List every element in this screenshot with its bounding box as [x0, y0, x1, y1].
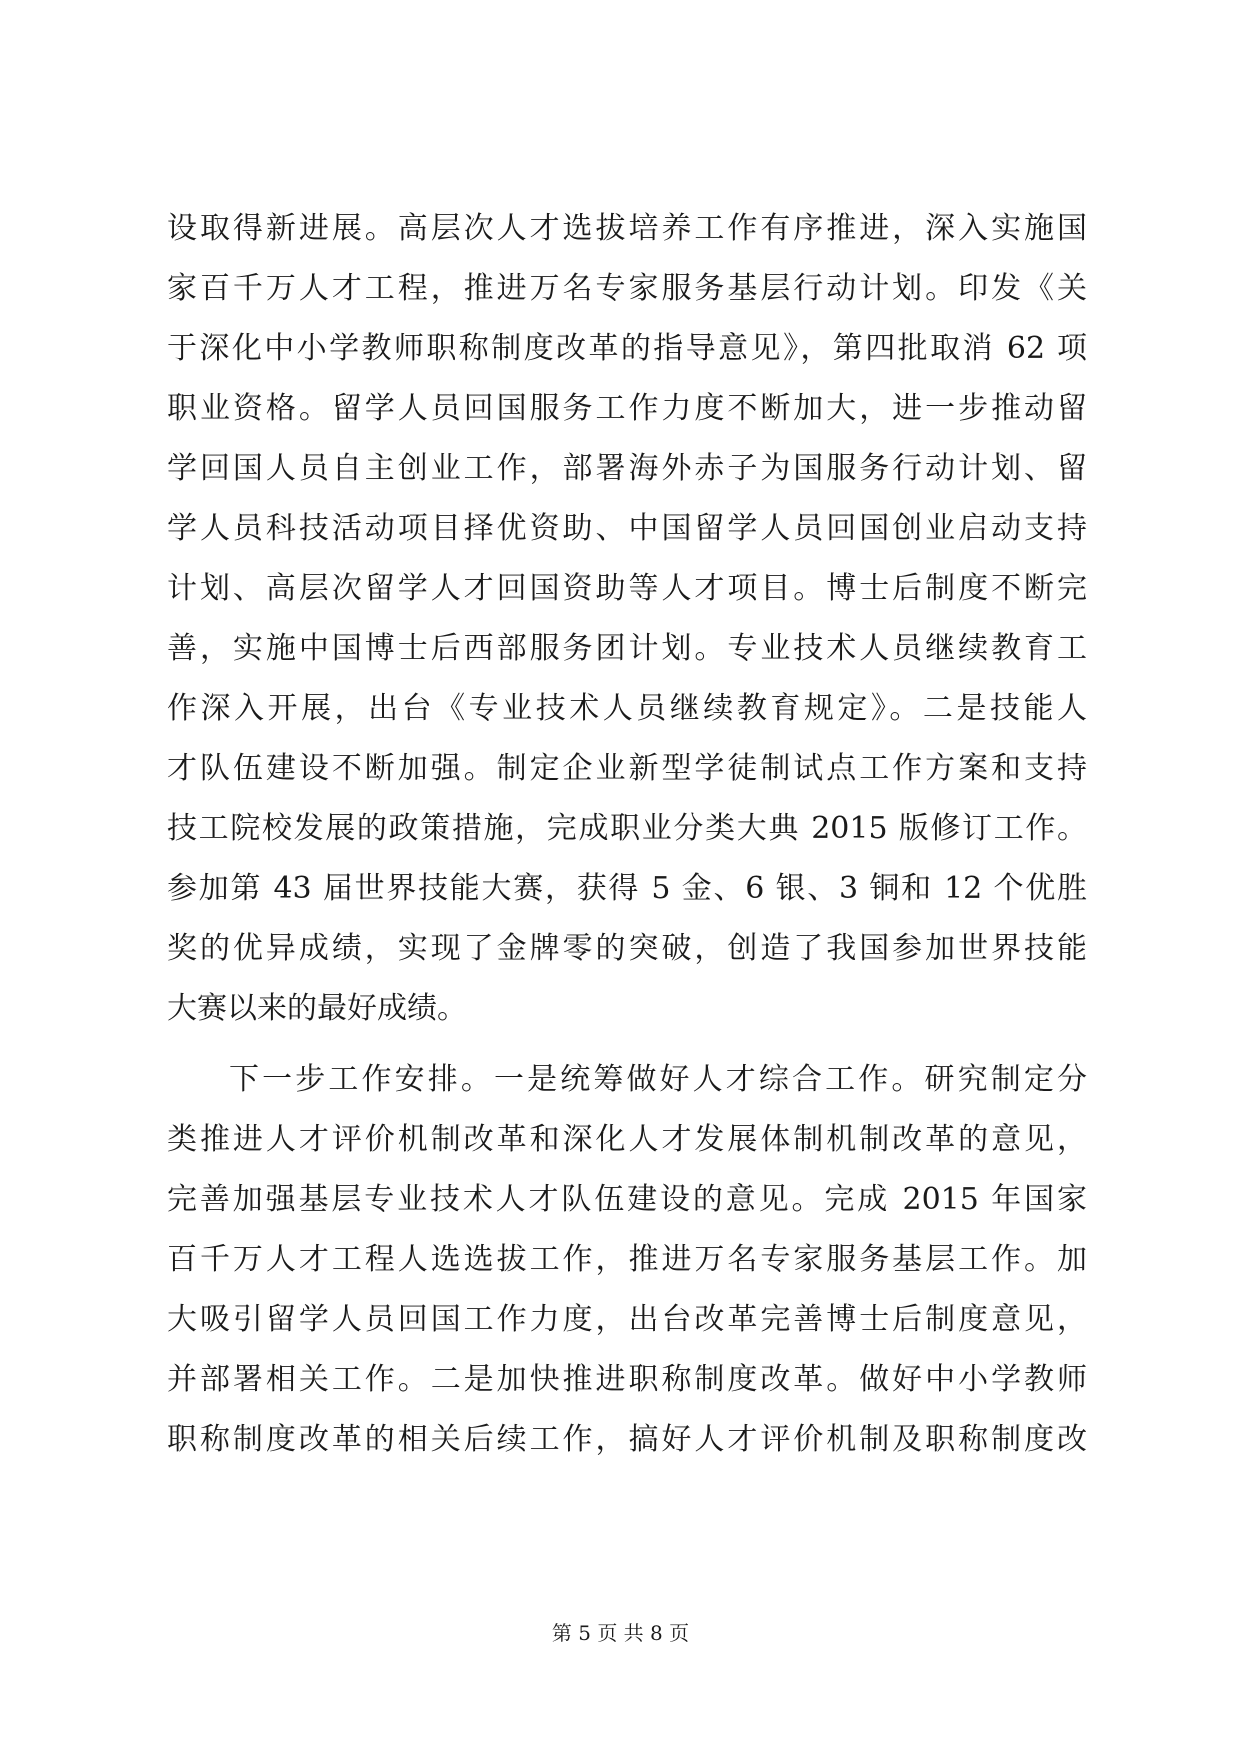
paragraph-line: 设取得新进展。高层次人才选拔培养工作有序推进，深入实施国: [167, 211, 1087, 246]
paragraph-line: 完善加强基层专业技术人才队伍建设的意见。完成 2015 年国家: [167, 1182, 1087, 1217]
paragraph-line: 下一步工作安排。一是统筹做好人才综合工作。研究制定分: [229, 1062, 1087, 1097]
page-footer: [0, 1620, 1241, 1646]
paragraph-line: 善，实施中国博士后西部服务团计划。专业技术人员继续教育工: [167, 631, 1087, 666]
paragraph-line: 家百千万人才工程，推进万名专家服务基层行动计划。印发《关: [167, 271, 1087, 306]
paragraph-line: 技工院校发展的政策措施，完成职业分类大典 2015 版修订工作。: [167, 811, 1087, 846]
paragraph-line: 于深化中小学教师职称制度改革的指导意见》，第四批取消 62 项: [167, 331, 1087, 366]
paragraph-spacing: [167, 1039, 1087, 1050]
paragraph-line: 职业资格。留学人员回国服务工作力度不断加大，进一步推动留: [167, 391, 1087, 426]
paragraph-line: 大赛以来的最好成绩。: [167, 991, 467, 1026]
paragraph-line: 并部署相关工作。二是加快推进职称制度改革。做好中小学教师: [167, 1362, 1087, 1397]
paragraph-1: [167, 199, 1087, 1039]
paragraph-line: 参加第 43 届世界技能大赛，获得 5 金、6 银、3 铜和 12 个优胜: [167, 871, 1087, 906]
page-number: 第 5 页 共 8 页: [551, 1621, 690, 1645]
paragraph-line: 学人员科技活动项目择优资助、中国留学人员回国创业启动支持: [167, 511, 1087, 546]
paragraph-line: 百千万人才工程人选选拔工作，推进万名专家服务基层工作。加: [167, 1242, 1087, 1277]
paragraph-line: 类推进人才评价机制改革和深化人才发展体制机制改革的意见，: [167, 1122, 1087, 1157]
paragraph-2: [167, 1050, 1087, 1470]
paragraph-line: 才队伍建设不断加强。制定企业新型学徒制试点工作方案和支持: [167, 751, 1087, 786]
paragraph-line: 奖的优异成绩，实现了金牌零的突破，创造了我国参加世界技能: [167, 931, 1087, 966]
paragraph-line: 计划、高层次留学人才回国资助等人才项目。博士后制度不断完: [167, 571, 1087, 606]
paragraph-line: 学回国人员自主创业工作，部署海外赤子为国服务行动计划、留: [167, 451, 1087, 486]
document-body: [167, 199, 1087, 1470]
paragraph-line: 大吸引留学人员回国工作力度，出台改革完善博士后制度意见，: [167, 1302, 1087, 1337]
paragraph-line: 作深入开展，出台《专业技术人员继续教育规定》。二是技能人: [167, 691, 1087, 726]
paragraph-line: 职称制度改革的相关后续工作，搞好人才评价机制及职称制度改: [167, 1422, 1087, 1457]
